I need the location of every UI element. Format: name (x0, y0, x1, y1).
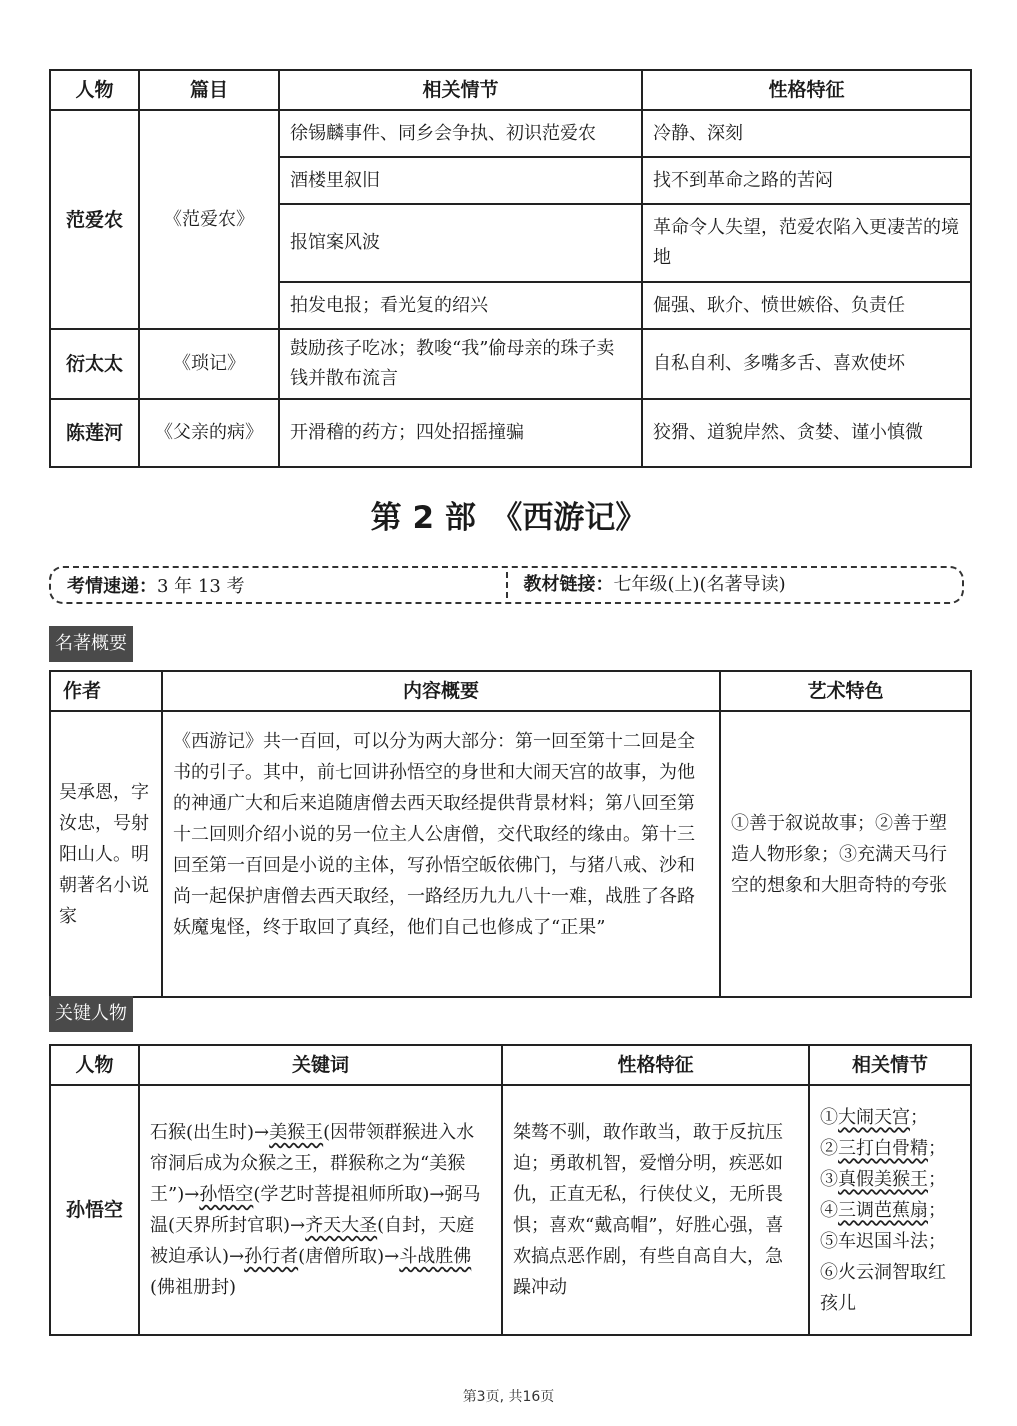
page-footer: 第3页, 共16页 (462, 1389, 555, 1405)
plot-number: ③ (820, 1168, 838, 1190)
plot-punct: ； (928, 1137, 946, 1159)
trait-cell: 找不到革命之路的苦闷 (642, 157, 971, 204)
plot-title: 三调芭蕉扇 (838, 1199, 928, 1221)
plots-cell (809, 1085, 971, 1335)
keyword-text: (因带领群猴进入水帘洞后成为众猴之王，群猴称之为“美猴王”)→ (150, 1122, 475, 1205)
plot-number: ④ (820, 1199, 838, 1221)
header-trait: 性格特征 (642, 70, 971, 110)
art-features: ①善于叙说故事；②善于塑造人物形象；③充满天马行空的想象和大胆奇特的夸张 (720, 711, 971, 997)
trait-cell: 桀骜不驯，敢作敢当，敢于反抗压迫；勇敢机智，爱憎分明，疾恶如仇，正直无私，行侠仗义，无所畏惧；喜欢“戴高帽”，好胜心强，喜欢搞点恶作剧，有些自高自大，急躁冲动 (502, 1085, 809, 1335)
table-lu-xun-characters (49, 69, 972, 468)
exam-frequency-value: 3 年 13 考 (157, 576, 245, 597)
plot-item (820, 1133, 960, 1164)
trait-cell: 自私自利、多嘴多舌、喜欢使坏 (642, 329, 971, 399)
person-name: 范爱农 (50, 110, 139, 329)
plot-title: 三打白骨精 (838, 1137, 928, 1159)
table-row (50, 711, 971, 997)
plot-punct: ； (910, 1106, 928, 1128)
plot-punct: ； (928, 1168, 946, 1190)
plot-title: 车迟国斗法 (838, 1230, 928, 1252)
header-keywords: 关键词 (139, 1045, 502, 1085)
chapter-name: 《琐记》 (139, 329, 279, 399)
table-row (50, 1085, 971, 1335)
plot-item (820, 1226, 960, 1257)
chapter-name: 《父亲的病》 (139, 399, 279, 467)
exam-info-box (49, 566, 964, 604)
keyword-text: (学艺时菩提祖师所取)→弼马温(天界所封官职)→ (150, 1184, 481, 1236)
textbook-link-value: 七年级(上)(名著导读) (613, 574, 786, 595)
keyword-title: 斗战胜佛 (399, 1246, 472, 1267)
exam-frequency (51, 572, 506, 598)
plot-title: 火云洞智取红孩儿 (820, 1261, 946, 1314)
plot-item (820, 1257, 960, 1319)
plot-item (820, 1102, 960, 1133)
person-name: 陈莲河 (50, 399, 139, 467)
content-summary: 《西游记》共一百回，可以分为两大部分：第一回至第十二回是全书的引子。其中，前七回讲孙悟空的身世和大闹天宫的故事，为他的神通广大和后来追随唐僧去西天取经提供背景材料；第八回至第十二回则介绍小说的另一位主人公唐僧，交代取经的缘由。第十三回至第一百回是小说的主体，写孙悟空皈依佛门，与猪八戒、沙和尚一起保护唐僧去西天取经，一路经历九九八十一难，战胜了各路妖魔鬼怪，终于取回了真经，他们自己也修成了“正果” (162, 711, 720, 997)
header-plot: 相关情节 (279, 70, 642, 110)
plot-title: 真假美猴王 (838, 1168, 928, 1190)
trait-cell: 革命令人失望，范爱农陷入更凄苦的境地 (642, 204, 971, 282)
textbook-link-label: 教材链接： (523, 574, 614, 595)
trait-cell: 冷静、深刻 (642, 110, 971, 157)
keyword-text: 石猴(出生时)→ (150, 1122, 270, 1143)
plot-item (820, 1164, 960, 1195)
header-trait: 性格特征 (502, 1045, 809, 1085)
table-row (50, 110, 971, 157)
plot-cell: 酒楼里叙旧 (279, 157, 642, 204)
header-plot: 相关情节 (809, 1045, 971, 1085)
keyword-text: (唐僧所取)→ (298, 1246, 400, 1267)
plot-cell: 拍发电报；看光复的绍兴 (279, 282, 642, 329)
header-content: 内容概要 (162, 671, 720, 711)
header-art: 艺术特色 (720, 671, 971, 711)
header-person: 人物 (50, 70, 139, 110)
exam-frequency-label: 考情速递： (67, 576, 157, 597)
keyword-title: 齐天大圣 (305, 1215, 378, 1236)
header-chapter: 篇目 (139, 70, 279, 110)
person-name: 衍太太 (50, 329, 139, 399)
keyword-text: (自封，天庭被迫承认)→ (150, 1215, 475, 1267)
keyword-title: 孙行者 (244, 1246, 299, 1267)
header-author: 作者 (50, 671, 162, 711)
plot-punct: ； (928, 1199, 946, 1221)
plot-cell: 鼓励孩子吃冰；教唆“我”偷母亲的珠子卖钱并散布流言 (279, 329, 642, 399)
keywords-cell (139, 1085, 502, 1335)
tag-overview: 名著概要 (49, 626, 133, 662)
header-person: 人物 (50, 1045, 139, 1085)
plot-number: ⑤ (820, 1230, 838, 1252)
table-row (50, 399, 971, 467)
plot-cell: 开滑稽的药方；四处招摇撞骗 (279, 399, 642, 467)
trait-cell: 狡猾、道貌岸然、贪婪、谨小慎微 (642, 399, 971, 467)
plot-number: ⑥ (820, 1261, 838, 1283)
plot-cell: 报馆案风波 (279, 204, 642, 282)
plot-cell: 徐锡麟事件、同乡会争执、初识范爱农 (279, 110, 642, 157)
keyword-text: (佛祖册封) (150, 1277, 237, 1298)
keyword-title: 美猴王 (269, 1122, 324, 1143)
trait-cell: 倔强、耿介、愤世嫉俗、负责任 (642, 282, 971, 329)
textbook-link (506, 572, 963, 598)
table-overview (49, 670, 972, 998)
plot-number: ① (820, 1106, 838, 1128)
table-row (50, 329, 971, 399)
plot-title: 大闹天宫 (838, 1106, 910, 1128)
plot-number: ② (820, 1137, 838, 1159)
section-title: 第 2 部 《西游记》 (370, 500, 647, 536)
author-cell: 吴承恩，字汝忠，号射阳山人。明朝著名小说家 (50, 711, 162, 997)
plot-item (820, 1195, 960, 1226)
chapter-name: 《范爱农》 (139, 110, 279, 329)
keyword-title: 孙悟空 (199, 1184, 254, 1205)
tag-key-characters: 关键人物 (49, 996, 133, 1032)
table-key-characters (49, 1044, 972, 1336)
plot-punct: ； (928, 1230, 946, 1252)
person-name: 孙悟空 (50, 1085, 139, 1335)
